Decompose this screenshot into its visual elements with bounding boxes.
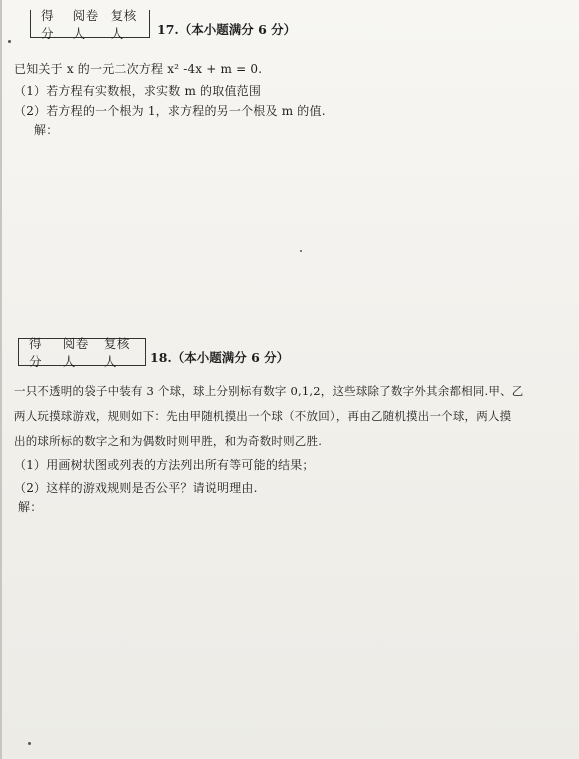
grader-label: 阅卷人 [72, 7, 99, 41]
reviewer-label: 复核人 [110, 7, 137, 41]
problem-17-stem: 已知关于 x 的一元二次方程 x² -4x + m = 0. [14, 62, 263, 76]
problem-17-q2: （2）若方程的一个根为 1，求方程的另一个根及 m 的值. [14, 104, 326, 118]
problem-18-q1: （1）用画树状图或列表的方法列出所有等可能的结果； [14, 458, 315, 472]
score-label: 得 分 [41, 7, 55, 41]
problem-18-heading: 18.（本小题满分 6 分） [150, 350, 290, 365]
problem-18-q2: （2）这样的游戏规则是否公平？请说明理由. [14, 481, 258, 495]
problem-18-stem-line-1: 一只不透明的袋子中装有 3 个球，球上分别标有数字 0,1,2，这些球除了数字外其余都相同.甲、乙 [14, 384, 524, 398]
score-box-18 [18, 336, 146, 369]
problem-17-q1: （1）若方程有实数根，求实数 m 的取值范围 [14, 84, 262, 98]
problem-18-stem-line-2: 两人玩摸球游戏，规则如下：先由甲随机摸出一个球（不放回），再由乙随机摸出一个球，两人摸 [14, 409, 512, 423]
page-left-edge [0, 0, 2, 759]
problem-18-stem-line-3: 出的球所标的数字之和为偶数时则甲胜，和为奇数时则乙胜. [14, 434, 323, 448]
problem-17-heading: 17.（本小题满分 6 分） [157, 22, 297, 37]
scan-speck [8, 40, 11, 43]
reviewer-label: 复核人 [103, 336, 130, 369]
score-box-17 [30, 7, 150, 41]
grader-label: 阅卷人 [62, 336, 89, 369]
problem-17-answer-label: 解： [34, 123, 59, 137]
score-label: 得 分 [29, 336, 43, 369]
problem-18-answer-label: 解： [18, 500, 43, 514]
scan-speck [300, 250, 302, 252]
scan-speck [28, 742, 31, 745]
